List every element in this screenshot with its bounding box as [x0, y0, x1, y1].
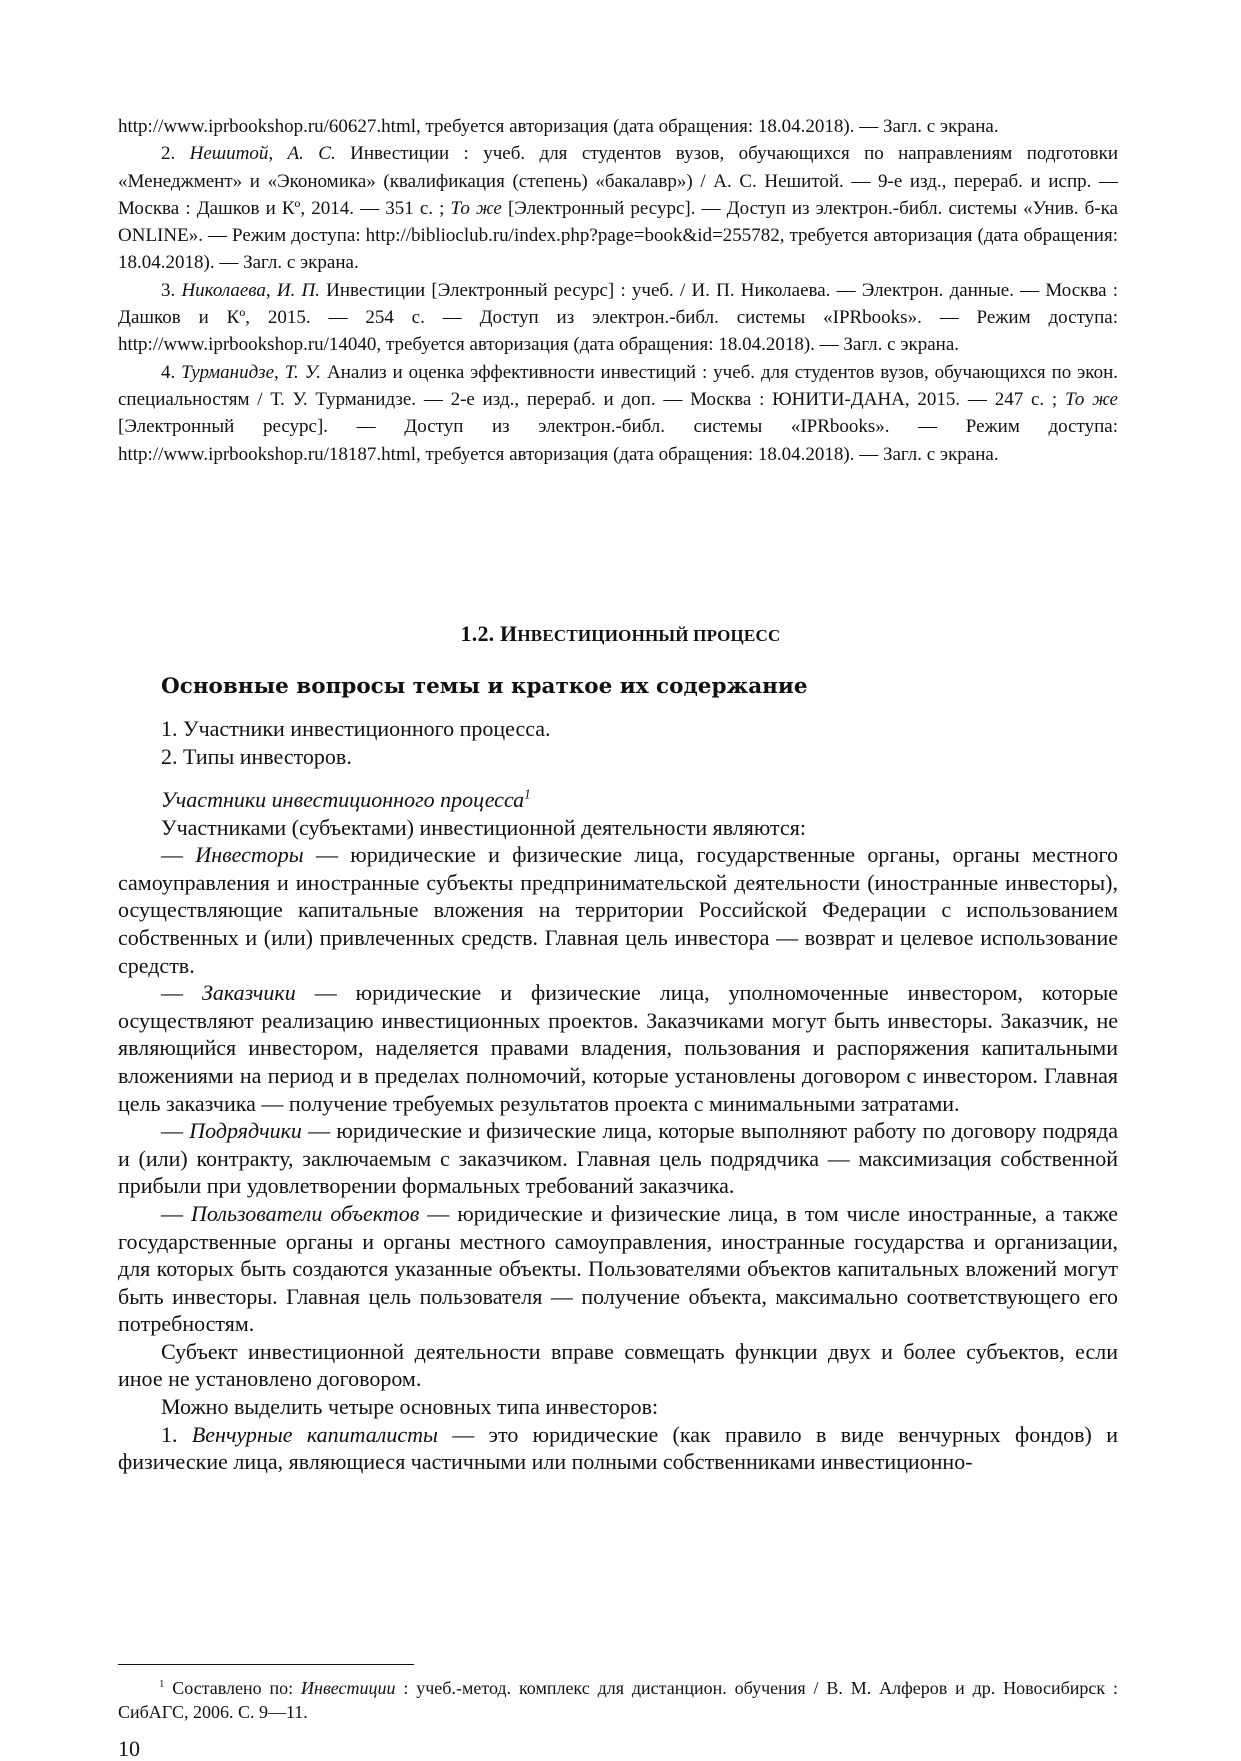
- subheading: Основные вопросы темы и краткое их содержание: [161, 674, 808, 699]
- role-paragraph: [118, 841, 1118, 979]
- role-term: Пользователи объектов: [191, 1200, 420, 1226]
- types-intro-paragraph: Можно выделить четыре основных типа инвесторов:: [161, 1394, 659, 1420]
- footnote-separator: [118, 1664, 414, 1665]
- role-dash: —: [161, 842, 196, 868]
- role-dash: —: [161, 1200, 192, 1226]
- reference-item: [118, 359, 1118, 468]
- role-paragraph: [118, 1117, 1118, 1200]
- reference-text: Инвестиции [Электронный ресурс] : учеб. / И. П. Николаева. — Электрон. данные. — Москва : Дашков и Кº, 2015. — 254 с. — Доступ из электрон.-библ. системы «IPRbooks». — Режим доступа: http://www.iprbookshop.ru/14040, требуется авторизация (дата обращения: 18.04.2018). — Загл. с экрана.: [118, 279, 1119, 356]
- reference-author: Нешитой, А. С.: [189, 143, 336, 165]
- reference-author: Турманидзе, Т. У.: [181, 361, 322, 383]
- type-term: Венчурные капиталисты: [191, 1421, 438, 1447]
- role-text: — юридические и физические лица, которые выполняют работу по договору подряда и (или) контракту, заключаемым с заказчиком. Главная цель подрядчика — максимизация собственной прибыли при удовлетворении формальных требований заказчика.: [118, 1118, 1119, 1199]
- lead-title: [118, 786, 1118, 814]
- type-number: 1.: [161, 1421, 192, 1447]
- reference-item: [118, 277, 1118, 359]
- role-term: Заказчики: [201, 980, 296, 1006]
- reference-number: 2.: [161, 143, 190, 165]
- footnote-italic: Инвестиции: [301, 1678, 396, 1698]
- question-item: 1. Участники инвестиционного процесса.: [161, 716, 551, 741]
- references-list: [118, 113, 1118, 468]
- footnote-prefix: Составлено по:: [164, 1678, 302, 1698]
- lead-title-text: Участники инвестиционного процесса: [161, 787, 525, 812]
- type-paragraph: [118, 1421, 1118, 1476]
- reference-text: [Электронный ресурс]. — Доступ из электрон.-библ. системы «Унив. б-ка ONLINE». — Режим доступа: http://biblioclub.ru/index.php?page=book&id=255782, требуется авторизация (дата обращения: 18.04.2018). — Загл. с экрана.: [118, 197, 1118, 274]
- reference-continuation: http://www.iprbookshop.ru/60627.html, требуется авторизация (дата обращения: 18.04.2018). — Загл. с экрана.: [118, 116, 999, 137]
- role-dash: —: [161, 980, 202, 1006]
- footnote: [118, 1676, 1118, 1724]
- footnote-marker: 1: [524, 786, 531, 802]
- reference-text: Анализ и оценка эффективности инвестиций : учеб. для студентов вузов, обучающихся по экон. специальностям / Т. У. Турманидзе. — 2-е изд., перераб. и доп. — Москва : ЮНИТИ-ДАНА, 2015. — 247 с. ;: [118, 361, 1118, 410]
- role-text: — юридические и физические лица, государственные органы, органы местного самоуправления и иностранные субъекты предпринимательской деятельности (иностранные инвесторы), осуществляющие капитальные вложения на территории Российской Федерации с использованием собственных и (или) привлеченных средств. Главная цель инвестора — возврат и целевое использование средств.: [118, 842, 1118, 978]
- role-text: — юридические и физические лица, уполномоченные инвестором, которые осуществляют реализацию инвестиционных проектов. Заказчиками могут быть инвесторы. Заказчик, не являющийся инвестором, наделяется правами владения, пользования и распоряжения капитальными вложениями на период и в пределах полномочий, которые установлены договором с инвестором. Главная цель заказчика — получение требуемых результатов проекта с минимальными затратами.: [118, 980, 1118, 1116]
- section-title: [0, 621, 1241, 647]
- type-text: — это юридические (как правило в виде венчурных фондов) и физические лица, являющиеся частичными или полными собственниками инвестиционно-: [118, 1421, 1118, 1475]
- role-paragraph: [118, 1200, 1118, 1338]
- role-paragraph: [118, 979, 1118, 1117]
- question-item: 2. Типы инвесторов.: [161, 744, 352, 769]
- footnote-number: 1: [159, 1678, 165, 1690]
- combine-paragraph: Субъект инвестиционной деятельности вправе совмещать функции двух и более субъектов, если иное не установлено договором.: [118, 1338, 1118, 1392]
- questions-list: [161, 715, 551, 771]
- reference-author: Николаева, И. П.: [181, 279, 320, 301]
- reference-item: [118, 140, 1118, 276]
- role-term: Подрядчики: [189, 1118, 302, 1144]
- role-term: Инвесторы: [195, 842, 304, 868]
- page-number: 10: [118, 1736, 140, 1761]
- role-text: — юридические и физические лица, в том числе иностранные, а также государственные органы и органы местного самоуправления, иностранные государства и организации, для которых быть создаются указанные объекты. Пользователями объектов капитальных вложений могут быть инвесторы. Главная цель пользователя — получение объекта, максимально соответствующего его потребностям.: [118, 1200, 1118, 1337]
- reference-number: 4.: [161, 361, 182, 383]
- section-title-initial: И: [500, 621, 518, 646]
- reference-same: То же: [1064, 388, 1118, 410]
- section-title-rest: НВЕСТИЦИОННЫЙ ПРОЦЕСС: [517, 626, 781, 645]
- section-number: 1.2.: [460, 621, 501, 646]
- reference-same: То же: [450, 197, 502, 219]
- role-dash: —: [161, 1118, 190, 1144]
- reference-number: 3.: [161, 279, 182, 301]
- body-text: [118, 786, 1118, 1476]
- reference-text: [Электронный ресурс]. — Доступ из электрон.-библ. системы «IPRbooks». — Режим доступа: http://www.iprbookshop.ru/18187.html, требуется авторизация (дата обращения: 18.04.2018). — Загл. с экрана.: [118, 416, 1118, 465]
- intro-paragraph: Участниками (субъектами) инвестиционной деятельности являются:: [161, 814, 806, 840]
- reference-text: Инвестиции : учеб. для студентов вузов, обучающихся по направлениям подготовки «Менеджмент» и «Экономика» (квалификация (степень) «бакалавр») / А. С. Нешитой. — 9-е изд., перераб. и испр. — Москва : Дашков и Кº, 2014. — 351 с. ;: [118, 143, 1119, 219]
- footnote-text: : учеб.-метод. комплекс для дистанцион. обучения / В. М. Алферов и др. Новосибирск : СибАГС, 2006. С. 9—11.: [118, 1678, 1118, 1722]
